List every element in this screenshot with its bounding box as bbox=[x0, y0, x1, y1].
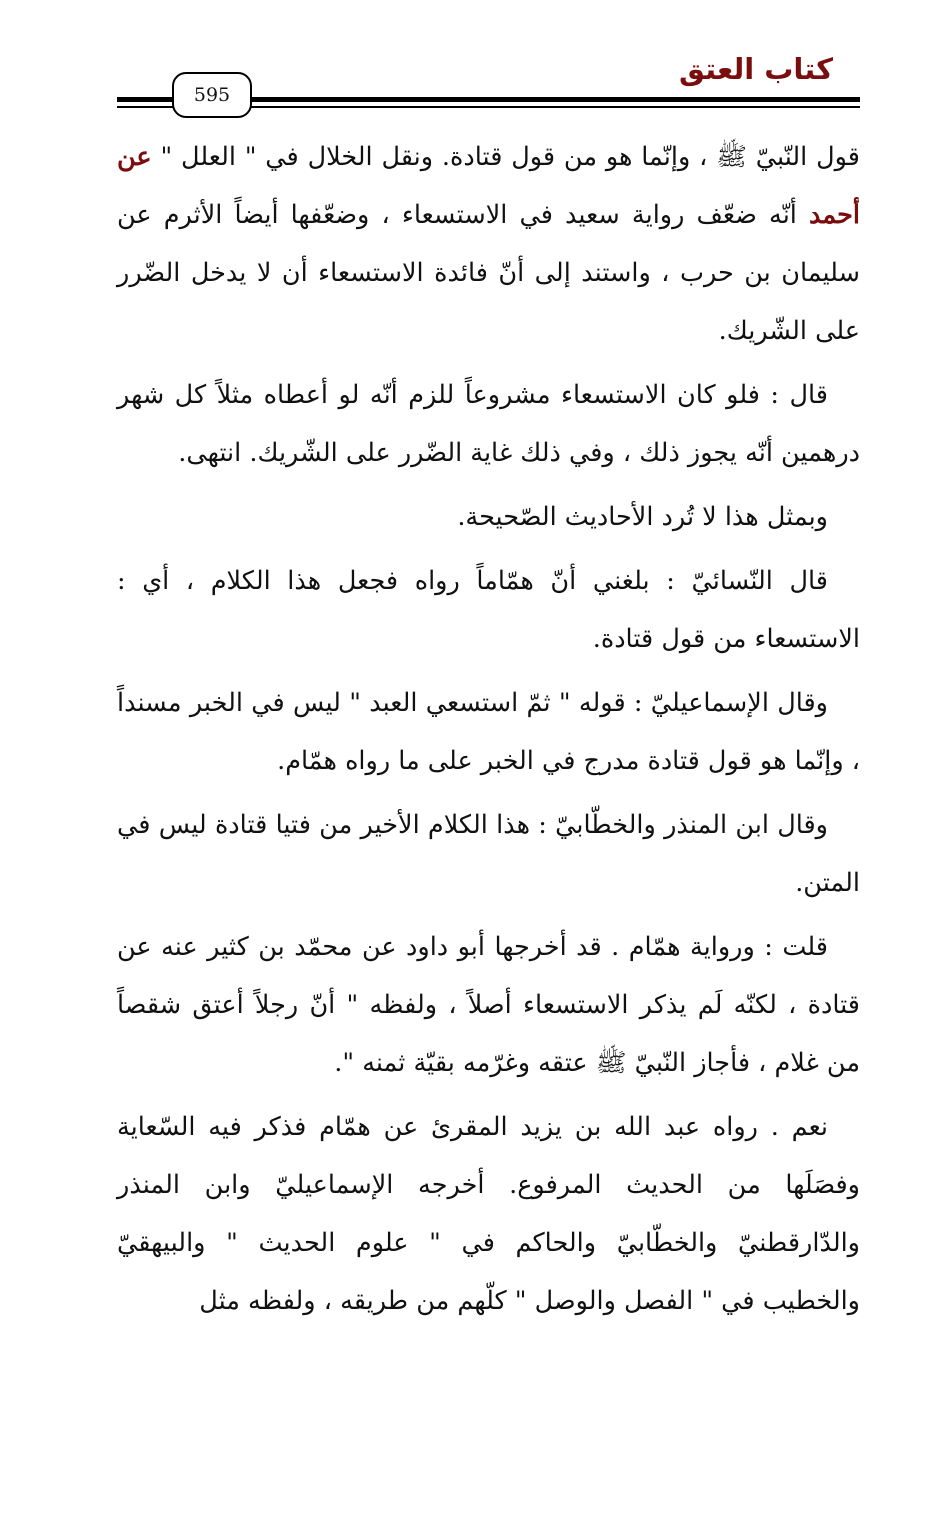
paragraph: قلت : ورواية همّام . قد أخرجها أبو داود عن محمّد بن كثير عنه عن قتادة ، لكنّه لَم يذكر الاستسعاء أصلاً ، ولفظه " أنّ رجلاً أعتق شقصاً من غلام ، فأجاز النّبيّ ﷺ عتقه وغرّمه بقيّة ثمنه ". bbox=[117, 932, 860, 1078]
highlight-text: عن أحمد bbox=[117, 142, 860, 230]
paragraph: قال : فلو كان الاستسعاء مشروعاً للزم أنّه لو أعطاه مثلاً كل شهر درهمين أنّه يجوز ذلك ، وفي ذلك غاية الضّرر على الشّريك. انتهى. bbox=[117, 380, 860, 468]
paragraph-text: قول النّبيّ ﷺ ، وإنّما هو من قول قتادة. ونقل الخلال في " العلل " bbox=[151, 142, 860, 172]
paragraph: وقال ابن المنذر والخطّابيّ : هذا الكلام الأخير من فتيا قتادة ليس في المتن. bbox=[117, 810, 860, 898]
page-number-badge: 595 bbox=[172, 72, 252, 118]
body-text bbox=[117, 128, 860, 1336]
chapter-title: كتاب العتق bbox=[678, 52, 833, 86]
paragraph-text: أنّه ضعّف رواية سعيد في الاستسعاء ، وضعّفها أيضاً الأثرم عن سليمان بن حرب ، واستند إلى أنّ فائدة الاستسعاء أن لا يدخل الضّرر على الشّريك. bbox=[117, 200, 860, 346]
paragraph: وقال الإسماعيليّ : قوله " ثمّ استسعي العبد " ليس في الخبر مسنداً ، وإنّما هو قول قتادة مدرج في الخبر على ما رواه همّام. bbox=[117, 688, 860, 776]
paragraph: قال النّسائيّ : بلغني أنّ همّاماً رواه فجعل هذا الكلام ، أي : الاستسعاء من قول قتادة. bbox=[117, 566, 860, 654]
paragraph: وبمثل هذا لا تُرد الأحاديث الصّحيحة. bbox=[457, 502, 828, 532]
paragraph bbox=[117, 128, 860, 360]
paragraph: نعم . رواه عبد الله بن يزيد المقرئ عن همّام فذكر فيه السّعاية وفصَلَها من الحديث المرفوع. أخرجه الإسماعيليّ وابن المنذر والدّارقطنيّ والخطّابيّ والحاكم في " علوم الحديث " والبيهقيّ والخطيب في " الفصل والوصل " كلّهم من طريقه ، ولفظه مثل bbox=[117, 1112, 860, 1316]
